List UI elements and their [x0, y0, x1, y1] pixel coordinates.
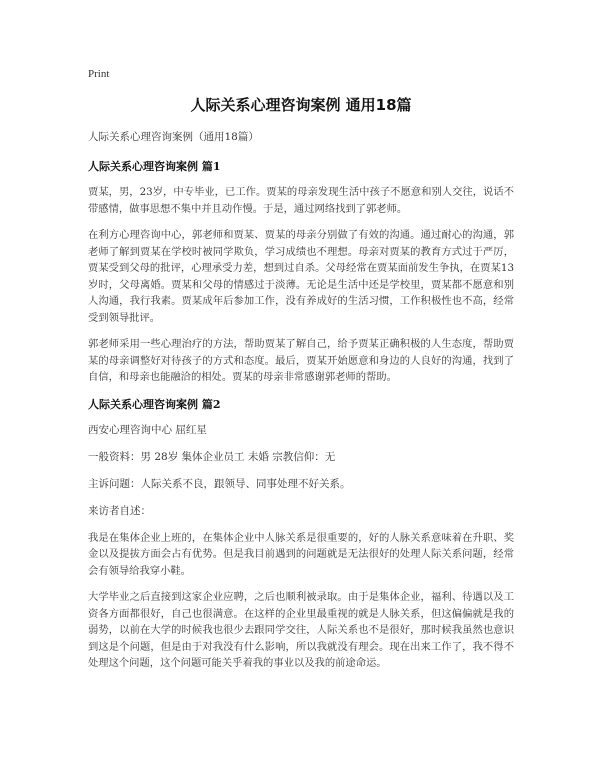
section-1 [88, 158, 514, 386]
paragraph: 在利方心理咨询中心，郭老师和贾某、贾某的母亲分别做了有效的沟通。通过耐心的沟通，郭老师了解到贾某在学校时被同学欺负，学习成绩也不理想。母亲对贾某的教育方式过于严厉，贾某受到父母的批评，心理承受力差，想到过自杀。父母经常在贾某面前发生争执，在贾某13岁时，父母离婚。贾某和父母的情感过于淡薄。无论是生活中还是学校里，贾某都不愿意和别人沟通，我行我素。贾某成年后参加工作，没有养成好的生活习惯，工作积极性也不高，经常受到领导批评。 [88, 229, 514, 324]
self-statement-label: 来访者自述： [88, 504, 151, 517]
document-title: 人际关系心理咨询案例 通用18篇 [190, 96, 412, 114]
section-2 [88, 396, 514, 672]
paragraph: 大学毕业之后直接到这家企业应聘，之后也顺利被录取。由于是集体企业，福利、待遇以及工资各方面都很好，自己也很满意。在这样的企业里最重视的就是人脉关系，但这偏偏就是我的弱势，以前在大学的时候我也很少去跟同学交往，人际关系也不是很好，那时候我虽然也意识到这是个问题，但是由于对我没有什么影响，所以我就没有理会。现在出来工作了，我不得不处理这个问题，这个问题可能关乎着我的事业以及我的前途命运。 [88, 591, 514, 669]
complaint-line: 主诉问题：人际关系不良，跟领导、同事处理不好关系。 [88, 477, 351, 490]
general-info-line: 一般资料：男 28岁 集体企业员工 未婚 宗教信仰：无 [88, 450, 336, 463]
section-heading: 人际关系心理咨询案例 篇1 [88, 160, 221, 173]
author-line: 西安心理咨询中心 屈红星 [88, 423, 207, 436]
document-page [88, 68, 514, 682]
section-heading: 人际关系心理咨询案例 篇2 [88, 397, 221, 411]
paragraph: 郭老师采用一些心理治疗的方法，帮助贾某了解自己，给予贾某正确积极的人生态度，帮助贾某的母亲调整好对待孩子的方式和态度。最后，贾某开始愿意和身边的人良好的沟通，找到了自信，和母亲也能融洽的相处。贾某的母亲非常感谢郭老师的帮助。 [88, 338, 514, 383]
paragraph: 贾某，男，23岁，中专毕业，已工作。贾某的母亲发现生活中孩子不愿意和别人交往，说话不带感情，做事思想不集中并且动作慢。于是，通过网络找到了郭老师。 [88, 186, 514, 215]
document-subtitle: 人际关系心理咨询案例（通用18篇） [88, 131, 259, 143]
paragraph: 我是在集体企业上班的，在集体企业中人脉关系是很重要的，好的人脉关系意味着在升职、奖金以及提拔方面会占有优势。但是我目前遇到的问题就是无法很好的处理人际关系问题，经常会有领导给我穿小鞋。 [88, 531, 514, 577]
print-link[interactable]: Print [88, 68, 110, 80]
